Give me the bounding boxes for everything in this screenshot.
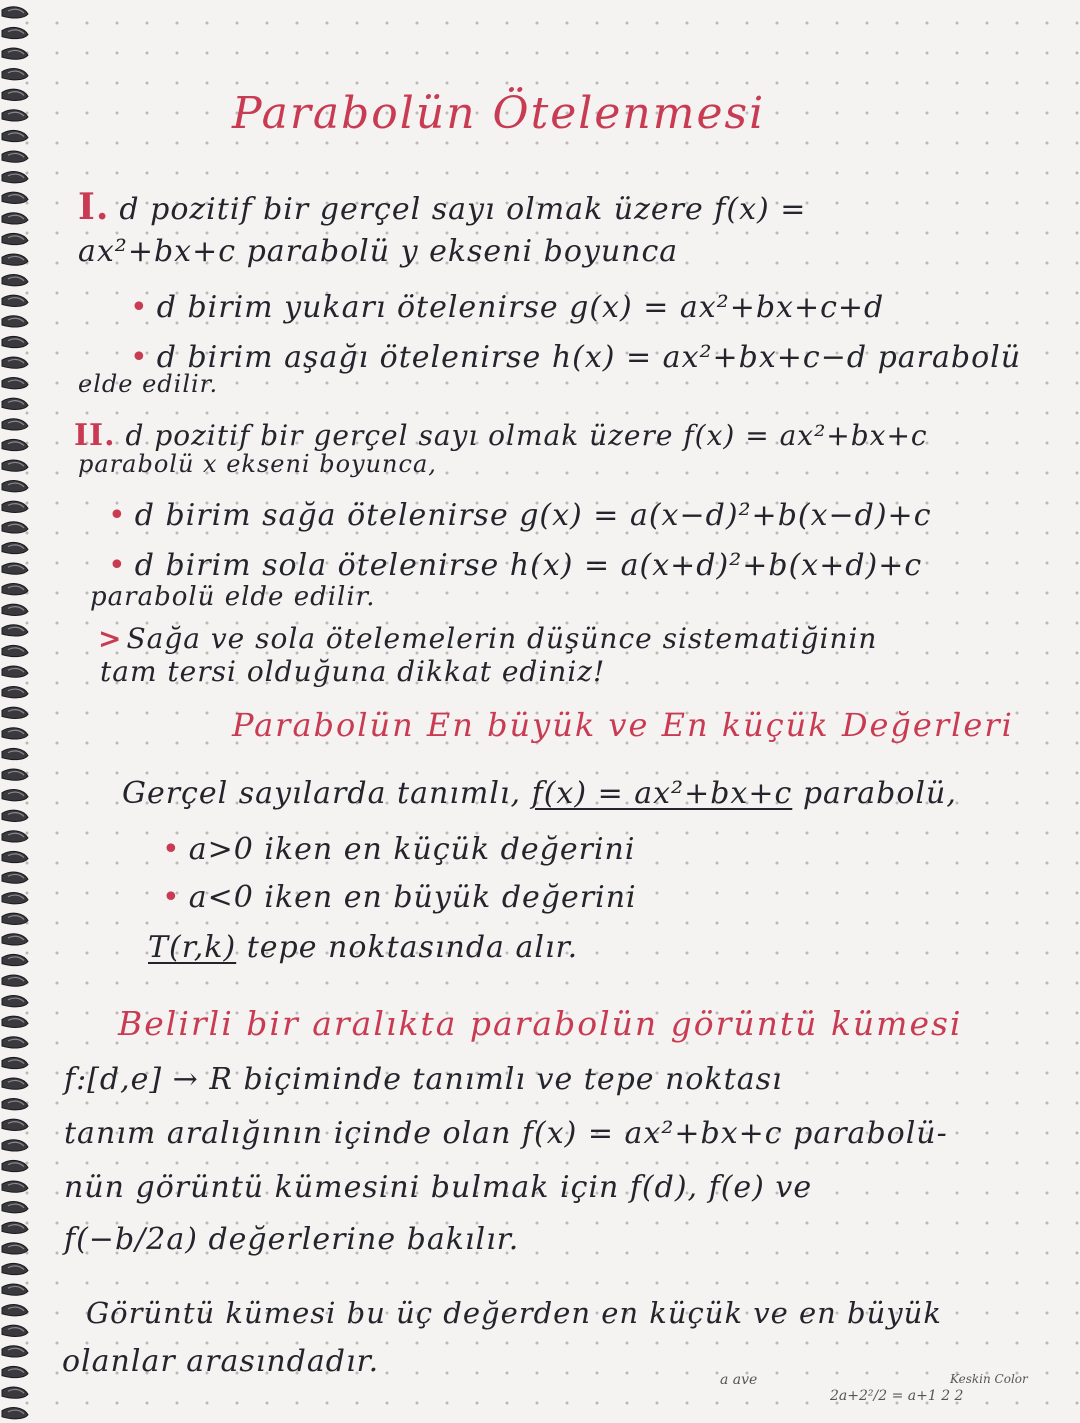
section-3-text-a: Gerçel sayılarda tanımlı, bbox=[122, 776, 522, 811]
section-3-line-2 bbox=[148, 930, 578, 965]
section-3-text-c: parabolü, bbox=[802, 776, 957, 811]
section-2-note-line-2: tam tersi olduğuna dikkat ediniz! bbox=[100, 655, 606, 688]
page-title: Parabolün Ötelenmesi bbox=[232, 88, 766, 139]
scribble-1: a ave bbox=[720, 1372, 758, 1388]
section-2-bullet-1 bbox=[108, 498, 932, 533]
section-3-bullet-1 bbox=[162, 832, 635, 867]
section-1-marker: I. bbox=[78, 186, 110, 228]
note-arrow-icon: > bbox=[98, 622, 123, 655]
section-heading-extremes: Parabolün En büyük ve En küçük Değerleri bbox=[232, 706, 1014, 744]
section-4-line-3: nün görüntü kümesini bulmak için f(d), f(e) ve bbox=[64, 1170, 813, 1205]
margin-scribbles bbox=[720, 1372, 1050, 1418]
section-2-line-3: parabolü elde edilir. bbox=[90, 582, 376, 612]
section-1-bullet-1 bbox=[130, 290, 884, 325]
section-4-line-4: f(−b/2a) değerlerine bakılır. bbox=[64, 1222, 520, 1257]
section-2-marker: II. bbox=[74, 418, 116, 453]
bullet-text: d birim aşağı ötelenirse h(x) = ax²+bx+c−d parabolü bbox=[156, 340, 1022, 375]
section-2-intro bbox=[74, 418, 928, 453]
section-1-line-2: ax²+bx+c parabolü y ekseni boyunca bbox=[78, 234, 679, 269]
section-2-line-2: parabolü x ekseni boyunca, bbox=[78, 450, 437, 478]
bullet-text: d birim sola ötelenirse h(x) = a(x+d)²+b(x+d)+c bbox=[134, 548, 923, 583]
section-1-line-1: d pozitif bir gerçel sayı olmak üzere f(x) = bbox=[119, 192, 807, 227]
vertex-notation: T(r,k) bbox=[148, 930, 237, 965]
section-heading-range: Belirli bir aralıkta parabolün görüntü kümesi bbox=[118, 1004, 963, 1043]
bullet-dot-icon: • bbox=[162, 832, 181, 867]
section-4-line-1: f:[d,e] → R biçiminde tanımlı ve tepe noktası bbox=[64, 1062, 783, 1097]
bullet-dot-icon: • bbox=[108, 498, 127, 533]
bullet-text: d birim sağa ötelenirse g(x) = a(x−d)²+b(x−d)+c bbox=[134, 498, 932, 533]
brand-signature: Keskin Color bbox=[950, 1372, 1028, 1386]
bullet-dot-icon: • bbox=[162, 880, 181, 915]
note-text-1: Sağa ve sola ötelemelerin düşünce sistematiğinin bbox=[126, 622, 878, 655]
section-4-line-6: olanlar arasındadır. bbox=[62, 1344, 380, 1379]
bullet-text: a<0 iken en büyük değerini bbox=[188, 880, 637, 915]
section-1-bullet-2 bbox=[130, 340, 1021, 375]
section-2-note-line-1 bbox=[98, 622, 877, 655]
bullet-text: a>0 iken en küçük değerini bbox=[188, 832, 636, 867]
section-2-line-1: d pozitif bir gerçel sayı olmak üzere f(x) = ax²+bx+c bbox=[125, 419, 928, 452]
section-2-bullet-2 bbox=[108, 548, 922, 583]
section-3-bullet-2 bbox=[162, 880, 637, 915]
section-1-intro bbox=[78, 186, 806, 228]
bullet-dot-icon: • bbox=[130, 340, 149, 375]
bullet-dot-icon: • bbox=[108, 548, 127, 583]
bullet-dot-icon: • bbox=[130, 290, 149, 325]
section-3-line-1 bbox=[122, 776, 957, 811]
section-1-line-3: elde edilir. bbox=[78, 370, 219, 398]
scribble-2: 2a+2²/2 = a+1 2 2 bbox=[830, 1388, 964, 1404]
section-4-line-5: Görüntü kümesi bu üç değerden en küçük ve en büyük bbox=[86, 1296, 942, 1330]
section-3-line-2-text: tepe noktasında alır. bbox=[246, 930, 579, 965]
section-4-line-2: tanım aralığının içinde olan f(x) = ax²+bx+c parabolü- bbox=[64, 1116, 948, 1151]
section-3-formula: f(x) = ax²+bx+c bbox=[531, 776, 793, 811]
bullet-text: d birim yukarı ötelenirse g(x) = ax²+bx+c+d bbox=[156, 290, 885, 325]
